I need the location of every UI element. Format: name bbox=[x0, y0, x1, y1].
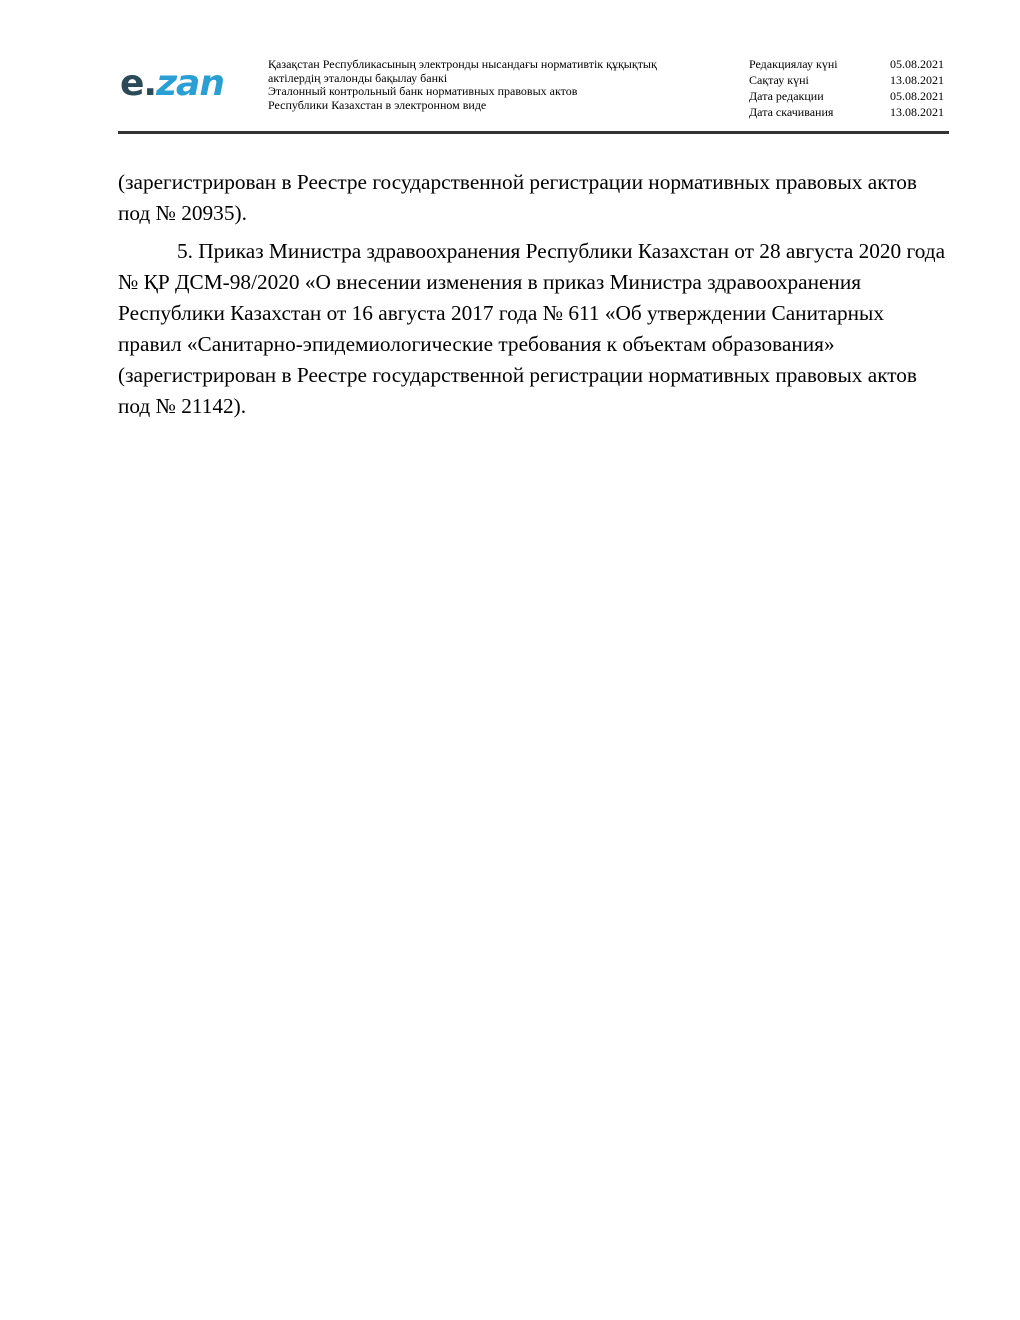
date-value: 05.08.2021 bbox=[890, 57, 944, 71]
document-body bbox=[118, 167, 948, 429]
date-label: Редакциялау күні bbox=[749, 57, 838, 71]
date-value: 13.08.2021 bbox=[890, 73, 944, 87]
bank-title-line: Қазақстан Республикасының электронды нысандағы нормативтік құқықтық bbox=[268, 57, 657, 71]
date-row-download-ru bbox=[749, 104, 944, 120]
logo-text-zan: zan bbox=[156, 63, 224, 104]
logo-text-e: e. bbox=[120, 63, 157, 104]
date-row-edit-ru bbox=[749, 88, 944, 104]
date-value: 13.08.2021 bbox=[890, 105, 944, 119]
paragraph-item-5: 5. Приказ Министра здравоохранения Республики Казахстан от 28 августа 2020 года № ҚР ДСМ-98/2020 «О внесении изменения в приказ Министра здравоохранения Республики Казахстан от 16 августа 2017 года № 611 «Об утверждении Санитарных правил «Санитарно-эпидемиологические требования к объектам образования» (зарегистрирован в Реестре государственной регистрации нормативных правовых актов под № 21142). bbox=[118, 239, 946, 418]
bank-title bbox=[268, 58, 718, 112]
paragraph-continuation: (зарегистрирован в Реестре государственной регистрации нормативных правовых актов под № 20935). bbox=[118, 170, 917, 225]
date-label: Дата редакции bbox=[749, 89, 824, 103]
header-divider bbox=[118, 131, 949, 134]
date-row-save-kz bbox=[749, 72, 944, 88]
date-label: Дата скачивания bbox=[749, 105, 834, 119]
date-label: Сақтау күні bbox=[749, 73, 809, 87]
bank-title-line: Республики Казахстан в электронном виде bbox=[268, 97, 487, 112]
bank-title-line: актілердің эталонды бақылау банкі bbox=[268, 70, 448, 85]
ezan-logo bbox=[120, 63, 238, 105]
bank-title-line: Эталонный контрольный банк нормативных правовых актов bbox=[268, 84, 578, 98]
date-row-edit-kz bbox=[749, 56, 944, 72]
date-value: 05.08.2021 bbox=[890, 89, 944, 103]
dates-table bbox=[749, 56, 944, 120]
document-header bbox=[118, 55, 948, 133]
